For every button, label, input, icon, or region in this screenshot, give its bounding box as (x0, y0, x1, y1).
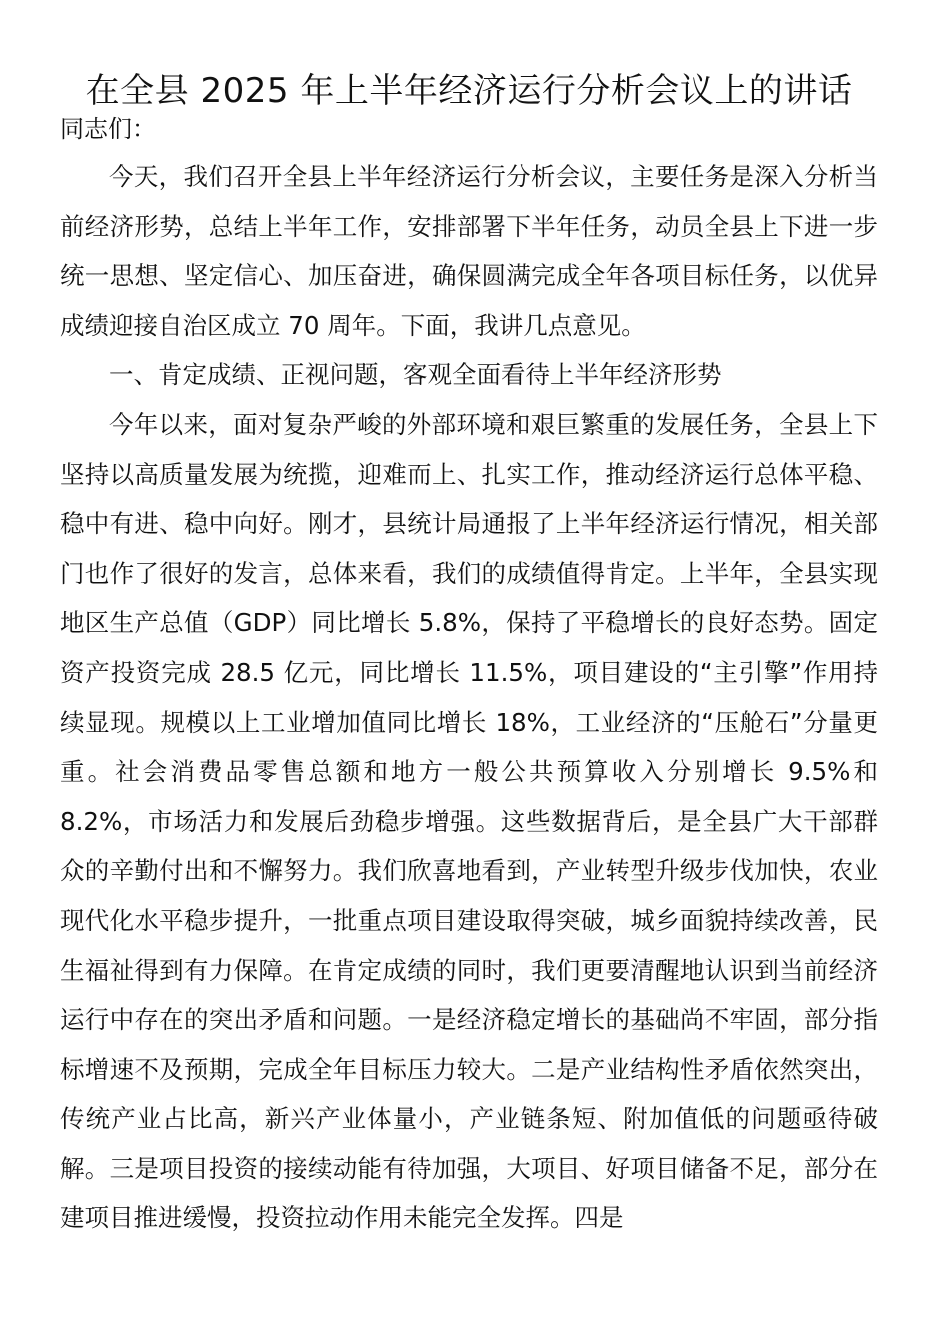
section-heading: 一、肯定成绩、正视问题，客观全面看待上半年经济形势 (109, 360, 722, 390)
opening-paragraph: 今天，我们召开全县上半年经济运行分析会议，主要任务是深入分析当前经济形势，总结上半年工作，安排部署下半年任务，动员全县上下进一步统一思想、坚定信心、加压奋进，确保圆满完成全年各项目标任务，以优异成绩迎接自治区成立 70 周年。下面，我讲几点意见。 (60, 162, 878, 340)
document-title: 在全县 2025 年上半年经济运行分析会议上的讲话 (85, 71, 853, 111)
section-paragraph: 今年以来，面对复杂严峻的外部环境和艰巨繁重的发展任务，全县上下坚持以高质量发展为统揽，迎难而上、扎实工作，推动经济运行总体平稳、稳中有进、稳中向好。刚才，县统计局通报了上半年经济运行情况，相关部门也作了很好的发言，总体来看，我们的成绩值得肯定。上半年，全县实现地区生产总值（GDP）同比增长 5.8%，保持了平稳增长的良好态势。固定资产投资完成 28.5 亿元，同比增长 11.5%，项目建设的“主引擎”作用持续显现。规模以上工业增加值同比增长 18%，工业经济的“压舱石”分量更重。社会消费品零售总额和地方一般公共预算收入分别增长 9.5%和 8.2%，市场活力和发展后劲稳步增强。这些数据背后，是全县广大干部群众的辛勤付出和不懈努力。我们欣喜地看到，产业转型升级步伐加快，农业现代化水平稳步提升，一批重点项目建设取得突破，城乡面貌持续改善，民生福祉得到有力保障。在肯定成绩的同时，我们更要清醒地认识到当前经济运行中存在的突出矛盾和问题。一是经济稳定增长的基础尚不牢固，部分指标增速不及预期，完成全年目标压力较大。二是产业结构性矛盾依然突出，传统产业占比高，新兴产业体量小，产业链条短、附加值低的问题亟待破解。三是项目投资的接续动能有待加强，大项目、好项目储备不足，部分在建项目推进缓慢，投资拉动作用未能完全发挥。四是 (60, 409, 878, 1233)
salutation: 同志们： (60, 115, 156, 143)
